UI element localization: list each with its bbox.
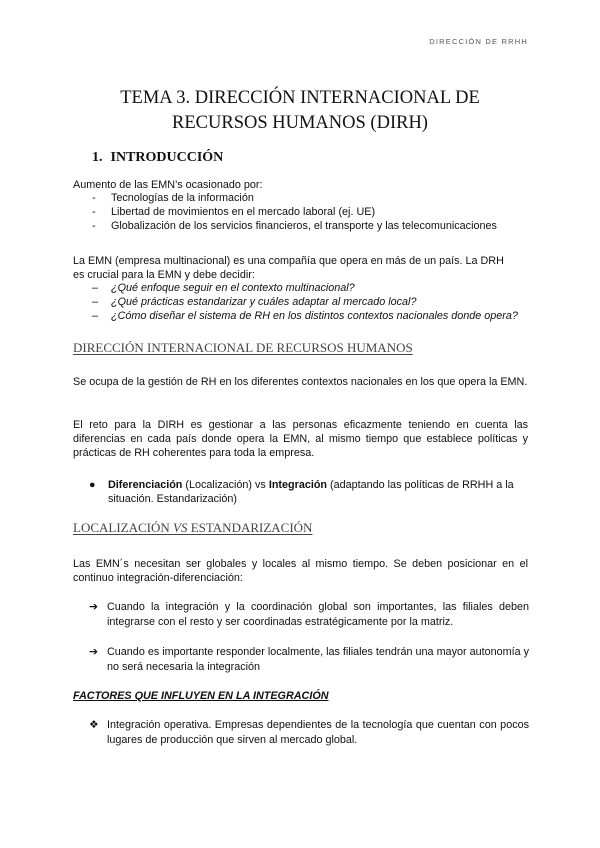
term-diferenciacion: Diferenciación [108,479,183,491]
list-item: – ¿Qué prácticas estandarizar y cuáles adaptar al mercado local? [92,295,417,308]
list-item: - Tecnologías de la información [92,192,254,204]
bullet-text: (Localización) vs [182,479,269,491]
section-heading-localizacion: LOCALIZACIÓN VS ESTANDARIZACIÓN [73,520,313,535]
factors-heading: FACTORES QUE INFLUYEN EN LA INTEGRACIÓN [73,690,329,702]
list-item: - Libertad de movimientos en el mercado laboral (ej. UE) [92,205,376,218]
list-item: - Globalización de los servicios financieros, el transporte y las telecomunicaciones [92,219,497,232]
arrow-icon: ➔ [89,601,99,613]
bullet-text: (adaptando las políticas de RRHH a la situación. Estandarización) [108,479,514,505]
definition-line-2: es crucial para la EMN y debe decidir: [73,269,255,281]
emn-definition [73,254,528,282]
list-item: – ¿Cómo diseñar el sistema de RH en los distintos contextos nacionales donde opera? [92,309,518,322]
section-number: 1. [92,150,103,165]
section-title: INTRODUCCIÓN [110,150,224,165]
arrow-item-integration: ➔ Cuando la integración y la coordinación global son importantes, las filiales deben integrarse con el resto y ser coordinadas estratégicamente por la matriz. [89,601,529,628]
section-heading-dirh: DIRECCIÓN INTERNACIONAL DE RECURSOS HUMANOS [73,340,413,355]
document-title [0,86,600,136]
arrow-item-local: ➔ Cuando es importante responder localmente, las filiales tendrán una mayor autonomía y no será necesaria la integración [89,646,529,673]
questions-list [92,282,532,323]
title-line-2: RECURSOS HUMANOS (DIRH) [172,113,428,133]
intro-lead: Aumento de las EMN’s ocasionado por: [73,179,263,191]
running-header: DIRECCIÓN DE RRHH [429,37,528,46]
term-integracion: Integración [268,479,328,491]
causes-list [92,192,532,233]
arrow-icon: ➔ [89,646,99,658]
dirh-paragraph-2: El reto para la DIRH es gestionar a las personas eficazmente teniendo en cuenta las diferencias en cada país donde opera la EMN, al mismo tiempo que establece políticas y prácticas de RH coherentes para toda la empresa. [73,419,528,459]
definition-line-1: La EMN (empresa multinacional) es una compañía que opera en más de un país. La DRH [73,255,504,267]
diferenciacion-bullet [89,478,529,506]
localizacion-paragraph: Las EMN´s necesitan ser globales y locales al mismo tiempo. Se deben posicionar en el continuo integración-diferenciación: [73,558,528,584]
list-item: – ¿Qué enfoque seguir en el contexto multinacional? [92,282,355,294]
section-heading-introduccion [92,150,223,166]
diamond-bullet-icon: ❖ [89,719,99,731]
title-line-1: TEMA 3. DIRECCIÓN INTERNACIONAL DE [120,88,480,108]
bullet-dot: ● [89,479,96,491]
factor-item-operativa: ❖ Integración operativa. Empresas dependientes de la tecnología que cuentan con pocos lugares de producción que sirven al mercado global. [89,719,529,746]
dirh-paragraph-1: Se ocupa de la gestión de RH en los diferentes contextos nacionales en los que opera la EMN. [73,376,528,388]
